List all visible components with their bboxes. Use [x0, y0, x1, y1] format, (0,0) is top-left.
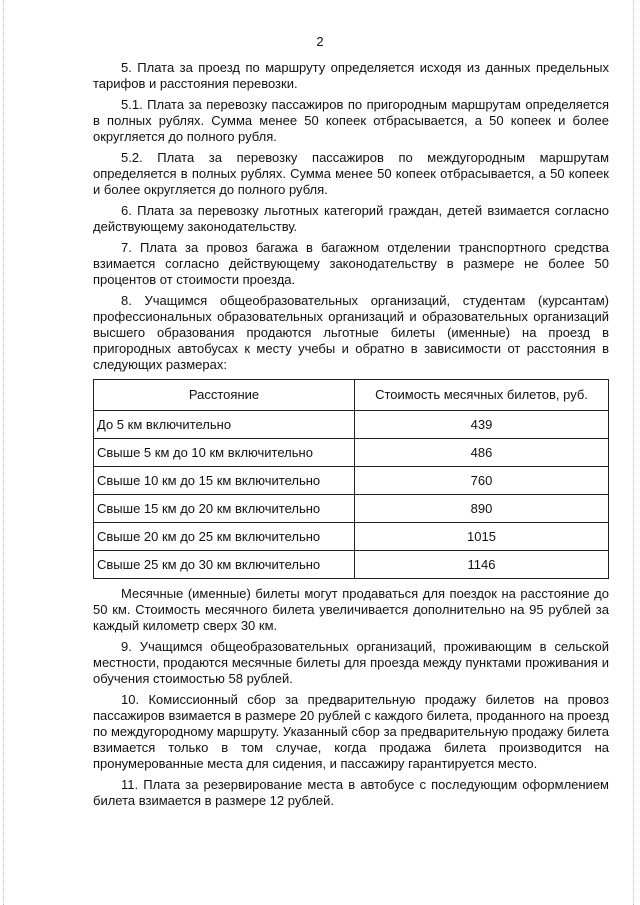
paragraph-8: 8. Учащимся общеобразовательных организаций, студентам (курсантам) профессиональных образовательных организаций и образовательных организаций высшего образования продаются льготные билеты (именные) на проезд в пригородных автобусах к месту учебы и обратно в зависимости от расстояния в следующих размерах: [93, 293, 609, 372]
paragraph-9: 9. Учащимся общеобразовательных организаций, проживающим в сельской местности, продаются месячные билеты для проезда между пунктами проживания и обучения стоимостью 58 рублей. [93, 639, 609, 686]
header-price: Стоимость месячных билетов, руб. [355, 380, 609, 411]
paragraph-6: 6. Плата за перевозку льготных категорий граждан, детей взимается согласно действующему законодательству. [93, 203, 609, 234]
row-distance: Свыше 5 км до 10 км включительно [94, 439, 355, 467]
row-price: 760 [355, 467, 609, 495]
table-header-row [94, 380, 609, 411]
row-price: 1146 [355, 551, 609, 579]
paragraph-10: 10. Комиссионный сбор за предварительную продажу билетов на провоз пассажиров взимается в размере 20 рублей с каждого билета, проданного на проезд по междугородному маршруту. Указанный сбор за предварительную продажу билета взимается только в том случае, когда продажа билета производится на пронумерованные места для сидения, и пассажиру гарантируется место. [93, 692, 609, 771]
paragraph-5-1: 5.1. Плата за перевозку пассажиров по пригородным маршрутам определяется в полных рублях. Сумма менее 50 копеек отбрасывается, а 50 копеек и более округляется до полного рубля. [93, 97, 609, 144]
row-distance: Свыше 15 км до 20 км включительно [94, 495, 355, 523]
paragraph-5-2: 5.2. Плата за перевозку пассажиров по междугородным маршрутам определяется в полных рублях. Сумма менее 50 копеек отбрасывается, а 50 копеек и более округляется до полного рубля. [93, 150, 609, 197]
table-row [94, 411, 609, 439]
row-price: 1015 [355, 523, 609, 551]
header-distance: Расстояние [94, 380, 355, 411]
table-row [94, 467, 609, 495]
page-edge-left [3, 0, 5, 905]
table-row [94, 523, 609, 551]
tariff-table [93, 379, 609, 579]
table-row [94, 551, 609, 579]
page-edge-right [633, 0, 635, 905]
table-row [94, 439, 609, 467]
paragraph-7: 7. Плата за провоз багажа в багажном отделении транспортного средства взимается согласно действующему законодательству в размере не более 50 процентов от стоимости проезда. [93, 240, 609, 287]
row-price: 439 [355, 411, 609, 439]
paragraph-5: 5. Плата за проезд по маршруту определяется исходя из данных предельных тарифов и расстояния перевозки. [93, 60, 609, 91]
row-distance: Свыше 10 км до 15 км включительно [94, 467, 355, 495]
document-body [93, 60, 609, 814]
table-row [94, 495, 609, 523]
paragraph-11: 11. Плата за резервирование места в автобусе с последующим оформлением билета взимается в размере 12 рублей. [93, 777, 609, 808]
row-distance: До 5 км включительно [94, 411, 355, 439]
page-number: 2 [316, 34, 324, 49]
row-distance: Свыше 25 км до 30 км включительно [94, 551, 355, 579]
row-price: 890 [355, 495, 609, 523]
row-distance: Свыше 20 км до 25 км включительно [94, 523, 355, 551]
paragraph-monthly-tickets: Месячные (именные) билеты могут продаваться для поездок на расстояние до 50 км. Стоимость месячного билета увеличивается дополнительно на 95 рублей за каждый километр сверх 30 км. [93, 586, 609, 633]
row-price: 486 [355, 439, 609, 467]
